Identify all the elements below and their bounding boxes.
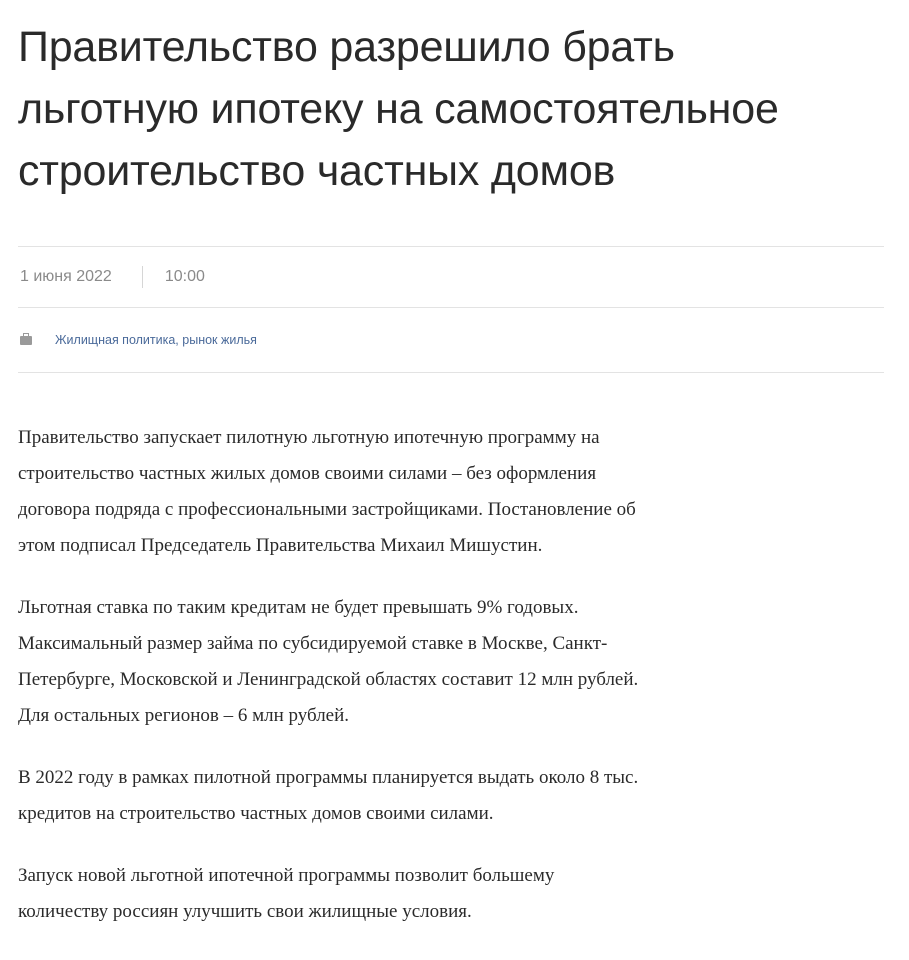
text-line: количеству россиян улучшить свои жилищные условия. <box>18 901 472 922</box>
article-title <box>18 16 884 202</box>
title-line: строительство частных домов <box>18 147 616 195</box>
publish-date: 1 июня 2022 <box>20 268 112 285</box>
divider <box>18 372 884 373</box>
meta-separator <box>142 266 143 288</box>
text-line: Максимальный размер займа по субсидируемой ставке в Москве, Санкт- <box>18 633 608 654</box>
article-meta <box>18 247 884 307</box>
briefcase-icon <box>20 336 32 345</box>
text-line: Для остальных регионов – 6 млн рублей. <box>18 705 350 726</box>
paragraph <box>18 760 884 832</box>
paragraph <box>18 420 884 564</box>
text-line: Правительство запускает пилотную льготную ипотечную программу на <box>18 427 600 448</box>
article <box>18 0 884 956</box>
text-line: кредитов на строительство частных домов своими силами. <box>18 803 494 824</box>
category-link[interactable]: Жилищная политика, рынок жилья <box>55 333 257 347</box>
title-line: льготную ипотеку на самостоятельное <box>18 85 779 133</box>
paragraph <box>18 858 884 930</box>
text-line: Запуск новой льготной ипотечной программы позволит большему <box>18 865 555 886</box>
text-line: договора подряда с профессиональными застройщиками. Постановление об <box>18 499 636 520</box>
paragraph <box>18 590 884 734</box>
text-line: строительство частных жилых домов своими силами – без оформления <box>18 463 597 484</box>
publish-time: 10:00 <box>164 268 205 285</box>
article-body <box>18 420 884 930</box>
text-line: этом подписал Председатель Правительства Михаил Мишустин. <box>18 535 543 556</box>
text-line: Льготная ставка по таким кредитам не будет превышать 9% годовых. <box>18 597 579 618</box>
title-line: Правительство разрешило брать <box>18 23 675 71</box>
category-row <box>18 308 884 372</box>
text-line: В 2022 году в рамках пилотной программы планируется выдать около 8 тыс. <box>18 767 639 788</box>
text-line: Петербурге, Московской и Ленинградской областях составит 12 млн рублей. <box>18 669 639 690</box>
